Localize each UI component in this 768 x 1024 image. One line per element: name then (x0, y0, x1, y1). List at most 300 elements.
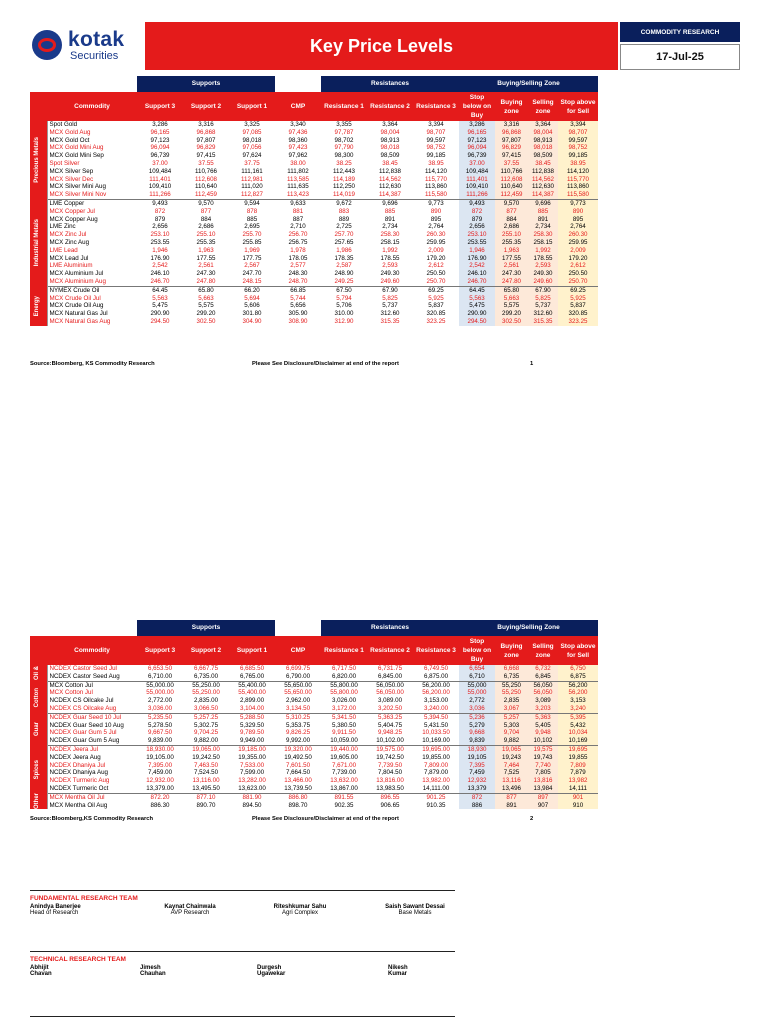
category-label (30, 286, 47, 325)
price-cell: 2,612 (558, 262, 598, 270)
price-cell: 6,731.75 (377, 665, 403, 672)
supports-group-header: Supports (137, 76, 275, 92)
table-row (30, 262, 598, 270)
price-cell: 56,200.00 (422, 689, 450, 697)
price-cell: 10,034 (558, 729, 598, 737)
price-cell: 7,739.00 (331, 769, 357, 777)
commodity-name: MCX Gold Mini Aug (47, 144, 137, 152)
price-cell: 7,805 (528, 769, 558, 777)
price-cell: 887 (292, 215, 304, 223)
price-cell: 98,752 (426, 144, 446, 152)
price-cell: 114,120 (425, 167, 447, 175)
price-cell: 253.10 (150, 231, 170, 239)
table-row (30, 777, 598, 785)
price-cell: 5,303 (495, 722, 528, 730)
commodity-name: LME Copper (47, 199, 137, 207)
price-cell: 114,189 (333, 175, 355, 183)
price-cell: 13,282.00 (238, 777, 266, 785)
price-cell: 301.80 (242, 310, 262, 318)
table-row (30, 176, 598, 184)
fundamental-team-title: FUNDAMENTAL RESEARCH TEAM (30, 895, 138, 902)
price-cell: 111,802 (287, 167, 309, 175)
price-cell: 99,185 (426, 152, 446, 160)
price-cell: 247.30 (196, 270, 216, 278)
price-cell: 6,749.50 (423, 665, 449, 672)
commodity-name: NCDEX CS Oilcake Jul (47, 697, 137, 705)
commodity-name: NYMEX Crude Oil (47, 286, 137, 294)
commodity-name: NCDEX Guar Gum 5 Aug (47, 737, 137, 745)
price-cell: 6,685.50 (239, 665, 265, 672)
price-cell: 97,423 (288, 144, 308, 152)
price-cell: 5,341.50 (321, 713, 367, 721)
price-cell: 5,363.25 (367, 713, 413, 721)
price-cell: 255.35 (495, 239, 528, 247)
price-cell: 5,925 (428, 294, 444, 302)
commodity-name: NCDEX Dhaniya Aug (47, 769, 137, 777)
price-cell: 64.45 (459, 286, 495, 294)
price-cell: 255.10 (196, 231, 216, 239)
price-cell: 38.45 (382, 159, 398, 167)
price-cell: 112,838 (528, 168, 558, 176)
price-cell: 9,493 (137, 199, 183, 207)
price-cell: 14,111 (558, 785, 598, 793)
price-cell: 18,930 (459, 745, 495, 753)
price-cell: 37.75 (244, 159, 260, 167)
price-cell: 5,663 (495, 295, 528, 303)
price-cell: 6,710 (459, 673, 495, 681)
price-cell: 96,829 (495, 144, 528, 152)
price-cell: 113,585 (287, 175, 309, 183)
price-cell: 5,310.25 (275, 713, 321, 721)
price-cell: 13,739.50 (284, 784, 312, 792)
price-cell: 250.70 (426, 277, 446, 285)
price-cell: 98,509 (528, 152, 558, 160)
price-cell: 891 (495, 802, 528, 810)
price-cell: 114,019 (333, 191, 355, 199)
price-cell: 112,838 (379, 167, 401, 175)
table-row (30, 216, 598, 224)
price-cell: 2,764 (558, 223, 598, 231)
column-header: Support 1 (229, 636, 275, 665)
price-cell: 2,710 (290, 223, 306, 231)
commodity-name: MCX Natural Gas Aug (47, 318, 137, 326)
price-cell: 115,580 (425, 191, 447, 199)
price-cell: 19,355.00 (238, 753, 266, 761)
column-header: Resistance 3 (413, 636, 459, 665)
column-header: Selling zone (528, 636, 558, 665)
commodity-name: MCX Aluminium Aug (47, 278, 137, 286)
price-cell: 69.25 (413, 286, 459, 294)
price-cell: 96,165 (459, 129, 495, 137)
commodity-name: NCDEX Castor Seed Jul (47, 665, 137, 673)
price-cell: 247.80 (196, 277, 216, 285)
price-cell: 98,707 (558, 129, 598, 137)
category-label (30, 199, 47, 286)
price-cell: 3,026.00 (331, 697, 357, 705)
price-cell: 109,484 (459, 168, 495, 176)
price-cell: 5,837 (428, 302, 444, 310)
price-cell: 9,704.25 (193, 729, 219, 737)
price-cell: 9,948.25 (377, 729, 403, 737)
price-cell: 3,286 (152, 121, 168, 128)
price-cell: 290.90 (459, 310, 495, 318)
price-cell: 249.60 (528, 278, 558, 286)
price-cell: 38.45 (528, 160, 558, 168)
team-member: Abhijit Chavan (30, 965, 52, 977)
price-cell: 7,463.50 (193, 761, 219, 769)
price-cell: 114,562 (379, 175, 401, 183)
price-cell: 13,816 (528, 777, 558, 785)
report-date: 17-Jul-25 (620, 44, 740, 70)
price-cell: 7,804.50 (377, 769, 403, 777)
price-cell: 2,542 (152, 262, 168, 270)
price-cell: 246.70 (459, 278, 495, 286)
price-cell: 114,387 (379, 191, 401, 199)
price-cell: 112,630 (528, 183, 558, 191)
price-cell: 5,706 (336, 302, 352, 310)
supports-group-header: Supports (137, 620, 275, 636)
price-cell: 56,050.00 (367, 681, 413, 689)
kotak-logo-icon (32, 30, 62, 60)
price-cell: 320.85 (558, 310, 598, 318)
price-cell: 13,623.00 (238, 784, 266, 792)
table-row (30, 239, 598, 247)
price-cell: 98,707 (426, 128, 446, 136)
price-cell: 7,740 (528, 762, 558, 770)
price-cell: 910.35 (426, 801, 446, 809)
source-note: Source:Bloomberg, KS Commodity Research (30, 361, 155, 367)
price-cell: 5,278.50 (147, 721, 173, 729)
price-cell: 177.75 (242, 254, 262, 262)
price-cell: 3,066.50 (193, 704, 219, 712)
commodity-name: MCX Mentha Oil Aug (47, 802, 137, 810)
price-cell: 885 (384, 207, 396, 215)
price-cell: 2,656 (459, 223, 495, 231)
price-cell: 6,845.00 (377, 672, 403, 680)
price-cell: 5,394.50 (413, 713, 459, 721)
price-cell: 7,395.00 (147, 761, 173, 769)
price-cell: 6,654 (459, 665, 495, 673)
table-row (30, 160, 598, 168)
price-cell: 9,789.50 (239, 729, 265, 737)
price-cell: 19,605.00 (330, 753, 358, 761)
column-header: Stop below on Buy (459, 636, 495, 665)
team-member: Riteshkumar Sahu Agri Complex (273, 904, 327, 916)
price-cell: 13,632.00 (330, 777, 358, 785)
price-cell: 253.55 (150, 238, 170, 246)
price-cell: 113,423 (287, 191, 309, 199)
price-cell: 3,134.50 (285, 704, 311, 712)
price-cell: 886.80 (275, 793, 321, 801)
price-cell: 111,266 (149, 191, 171, 199)
table-row (30, 137, 598, 145)
price-cell: 13,379 (459, 785, 495, 793)
price-cell: 246.10 (150, 270, 170, 278)
price-cell: 10,059.00 (330, 737, 358, 745)
price-cell: 878 (246, 207, 258, 215)
price-cell: 6,668 (495, 665, 528, 673)
price-cell: 3,286 (459, 121, 495, 129)
price-cell: 5,563 (152, 294, 168, 302)
price-cell: 55,250.00 (183, 681, 229, 689)
price-cell: 247.30 (495, 270, 528, 278)
price-cell: 67.90 (528, 286, 558, 294)
column-header: Support 1 (229, 92, 275, 121)
group-header-row (30, 76, 598, 92)
price-cell: 259.95 (426, 238, 446, 246)
price-cell: 55,400.00 (229, 681, 275, 689)
price-cell: 5,329.50 (239, 721, 265, 729)
price-cell: 14,111.00 (422, 784, 450, 792)
price-cell: 19,492.50 (284, 753, 312, 761)
price-cell: 5,302.75 (193, 721, 219, 729)
table-row (30, 754, 598, 762)
price-cell: 255.10 (495, 231, 528, 239)
price-cell: 109,410 (459, 183, 495, 191)
commodity-name: MCX Cotton Jul (47, 689, 137, 697)
price-cell: 5,737 (528, 302, 558, 310)
price-cell: 890.70 (196, 801, 216, 809)
price-cell: 19,065.00 (183, 745, 229, 753)
price-cell: 872 (154, 207, 166, 215)
price-cell: 1,986 (336, 246, 352, 254)
price-cell: 66.85 (275, 286, 321, 294)
price-cell: 2,899.00 (239, 697, 265, 705)
price-cell: 3,394 (558, 121, 598, 129)
price-cell: 5,363 (528, 713, 558, 721)
price-cell: 7,395 (459, 762, 495, 770)
commodity-name: MCX Aluminium Jul (47, 270, 137, 278)
price-cell: 10,102.00 (376, 737, 404, 745)
commodity-name: MCX Silver Mini Aug (47, 183, 137, 191)
price-cell: 112,981 (241, 175, 263, 183)
price-cell: 907 (528, 802, 558, 810)
price-cell: 896.55 (367, 793, 413, 801)
price-cell: 13,495.50 (192, 784, 220, 792)
price-cell: 2,695 (244, 223, 260, 231)
price-cell: 5,380.50 (331, 721, 357, 729)
source-note: Source:Bloomberg,KS Commodity Research (30, 816, 154, 822)
page-title: Key Price Levels (145, 22, 618, 70)
price-cell: 112,459 (195, 191, 217, 199)
price-cell: 2,009 (558, 247, 598, 255)
price-cell: 256.70 (288, 231, 308, 239)
price-cell: 2,593 (382, 262, 398, 270)
price-cell: 877 (200, 207, 212, 215)
category-label-text: Spices (34, 759, 41, 780)
price-cell: 97,790 (334, 144, 354, 152)
price-cell: 98,018 (528, 144, 558, 152)
price-cell: 97,962 (288, 152, 308, 160)
price-cell: 114,120 (558, 168, 598, 176)
price-cell: 96,739 (459, 152, 495, 160)
price-cell: 250.50 (558, 270, 598, 278)
price-cell: 247.70 (242, 270, 262, 278)
column-header: Buying zone (495, 92, 528, 121)
price-cell: 1,992 (528, 247, 558, 255)
price-cell: 56,200.00 (413, 681, 459, 689)
price-cell: 250.70 (558, 278, 598, 286)
price-cell: 179.20 (426, 254, 446, 262)
category-label-text: Precious Metals (34, 137, 41, 184)
price-cell: 13,982.00 (422, 777, 450, 785)
disclaimer-note: Please See Disclosure/Disclaimer at end of the report (252, 816, 399, 822)
table-row (30, 278, 598, 286)
price-cell: 2,567 (244, 262, 260, 270)
price-cell: 9,668 (459, 729, 495, 737)
price-cell: 7,879.00 (423, 769, 449, 777)
table-row (30, 745, 598, 753)
price-cell: 7,739.50 (377, 761, 403, 769)
price-cell: 2,542 (459, 262, 495, 270)
commodity-name: NCDEX CS Oilcake Aug (47, 705, 137, 713)
category-label-text: Guar (34, 722, 41, 737)
team-member: Jimesh Chauhan (140, 965, 166, 977)
price-cell: 56,200 (558, 681, 598, 689)
price-cell: 97,807 (495, 137, 528, 145)
price-cell: 5,288.50 (229, 713, 275, 721)
price-cell: 9,992.00 (285, 737, 311, 745)
price-cell: 98,004 (380, 128, 400, 136)
price-cell: 312.60 (380, 310, 400, 318)
category-label-text: Oil & (34, 666, 41, 681)
price-cell: 97,415 (495, 152, 528, 160)
price-cell: 55,000 (459, 689, 495, 697)
price-cell: 7,525 (495, 769, 528, 777)
commodity-name: MCX Silver Dec (47, 176, 137, 184)
price-cell: 6,699.75 (285, 665, 311, 672)
price-cell: 2,587 (336, 262, 352, 270)
price-cell: 56,050 (528, 681, 558, 689)
price-cell: 65.80 (495, 286, 528, 294)
price-cell: 2,577 (290, 262, 306, 270)
price-cell: 3,340 (290, 121, 306, 128)
price-cell: 2,962.00 (285, 697, 311, 705)
commodity-name: MCX Gold Mini Sep (47, 152, 137, 160)
table-row (30, 191, 598, 199)
price-cell: 9,911.50 (332, 729, 356, 737)
price-cell: 2,835 (495, 697, 528, 705)
price-cell: 5,404.75 (377, 721, 403, 729)
price-cell: 98,360 (288, 136, 308, 144)
price-cell: 6,717.50 (331, 665, 357, 672)
price-cell: 19,320.00 (275, 745, 321, 753)
price-cell: 55,000 (459, 681, 495, 689)
price-cell: 37.55 (495, 160, 528, 168)
price-cell: 7,809.00 (423, 761, 449, 769)
price-cell: 5,431.50 (423, 721, 449, 729)
price-cell: 9,882 (495, 737, 528, 745)
category-label (30, 713, 47, 745)
price-cell: 315.35 (380, 317, 400, 325)
price-cell: 9,839.00 (147, 737, 173, 745)
price-cell: 879 (459, 216, 495, 224)
price-cell: 902.35 (334, 801, 354, 809)
price-cell: 9,826.25 (285, 729, 311, 737)
price-cell: 67.50 (321, 286, 367, 294)
price-cell: 3,153 (558, 697, 598, 705)
price-cell: 55,800.00 (330, 689, 358, 697)
table-row (30, 802, 598, 810)
price-cell: 179.20 (558, 255, 598, 263)
price-cell: 19,105 (459, 754, 495, 762)
table-row (30, 231, 598, 239)
price-cell: 2,612 (428, 262, 444, 270)
price-cell: 7,464 (495, 762, 528, 770)
price-cell: 248.30 (288, 270, 308, 278)
price-cell: 5,575 (198, 302, 214, 310)
table-row (30, 762, 598, 770)
price-cell: 6,765.00 (239, 672, 265, 680)
price-cell: 248.90 (334, 270, 354, 278)
price-cell: 901 (558, 793, 598, 801)
price-cell: 113,860 (558, 183, 598, 191)
price-cell: 55,250 (495, 689, 528, 697)
price-cell: 9,704 (495, 729, 528, 737)
price-cell: 9,493 (459, 199, 495, 207)
price-cell: 7,459.00 (147, 769, 173, 777)
commodity-name: MCX Zinc Jul (47, 231, 137, 239)
column-header: Resistance 1 (321, 92, 367, 121)
price-cell: 259.95 (558, 239, 598, 247)
price-cell: 9,949.00 (239, 737, 265, 745)
price-cell: 1,946 (152, 246, 168, 254)
price-cell: 115,770 (558, 176, 598, 184)
price-cell: 111,401 (149, 175, 171, 183)
price-cell: 246.10 (459, 270, 495, 278)
column-header: Support 2 (183, 636, 229, 665)
price-cell: 7,524.50 (193, 769, 219, 777)
category-header (30, 636, 47, 665)
commodity-name: MCX Lead Jul (47, 255, 137, 263)
price-cell: 3,364 (382, 121, 398, 128)
table-row (30, 697, 598, 705)
column-header: Stop above for Sell (558, 92, 598, 121)
table-row (30, 793, 598, 801)
price-cell: 55,250 (495, 681, 528, 689)
price-cell: 299.20 (495, 310, 528, 318)
price-cell: 253.10 (459, 231, 495, 239)
price-cell: 9,773 (413, 199, 459, 207)
price-cell: 255.70 (242, 231, 262, 239)
price-cell: 6,735.00 (193, 672, 219, 680)
price-cell: 9,882.00 (193, 737, 219, 745)
price-cell: 55,400.00 (238, 689, 266, 697)
column-header: CMP (275, 92, 321, 121)
price-cell: 5,925 (558, 295, 598, 303)
price-cell: 883 (338, 207, 350, 215)
table-row (30, 270, 598, 278)
price-cell: 7,533.00 (239, 761, 265, 769)
price-cell: 2,656 (152, 223, 168, 231)
price-cell: 5,837 (558, 302, 598, 310)
table-row (30, 673, 598, 681)
price-cell: 13,496 (495, 785, 528, 793)
price-cell: 112,608 (495, 176, 528, 184)
category-label-text: Industrial Metals (34, 219, 41, 267)
commodity-name: NCDEX Castor Seed Aug (47, 673, 137, 681)
commodity-name: MCX Crude Oil Aug (47, 302, 137, 310)
price-cell: 315.35 (528, 318, 558, 326)
commodity-name: MCX Gold Aug (47, 129, 137, 137)
price-cell: 886.30 (150, 801, 170, 809)
price-cell: 7,599.00 (239, 769, 265, 777)
price-cell: 2,686 (198, 223, 214, 231)
price-cell: 96,094 (150, 144, 170, 152)
price-cell: 5,353.75 (285, 721, 311, 729)
price-cell: 3,316 (198, 121, 214, 128)
price-cell: 879 (154, 215, 166, 223)
